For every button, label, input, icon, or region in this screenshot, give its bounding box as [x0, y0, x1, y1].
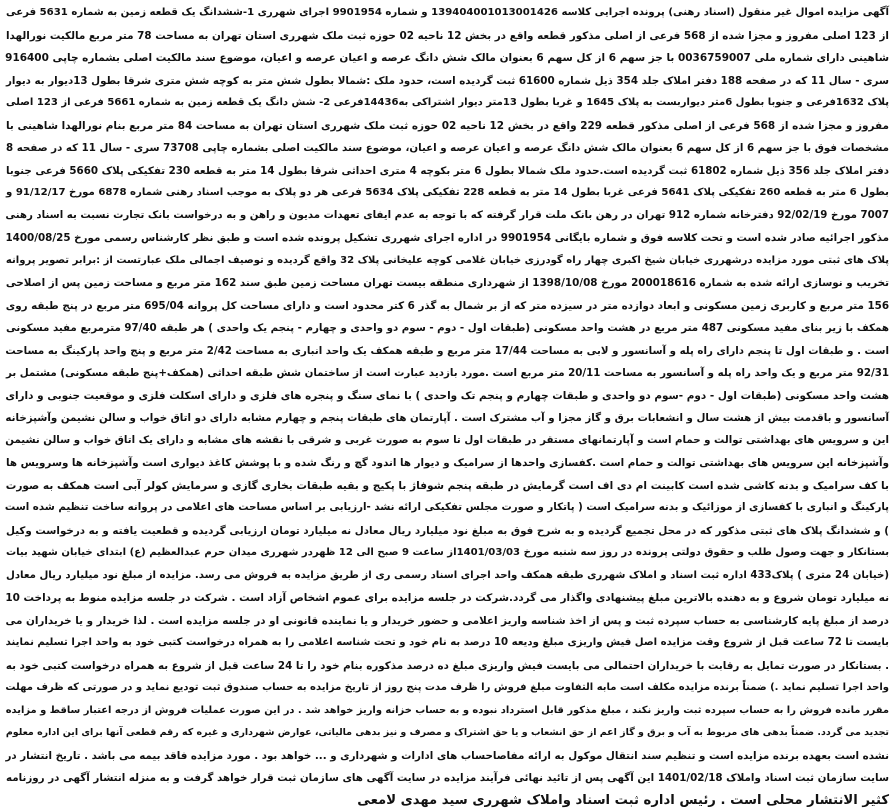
notice-line: پلاک 1632فرعی و جنوبا بطول 6متر دیواربست به پلاک 1645 و غربا بطول 13متر دیوار اشتراکی به14436فرعی 2- شش دانگ یک قطعه زمین به شماره 5661 فرعی از 123 اصلی [6, 92, 889, 115]
notice-line: مفروز و مجزا شده از 568 فرعی از اصلی مذکور قطعه 229 واقع در بخش 12 ناحیه 02 حوزه ثبت ملک شهرری استان تهران به مساحت 84 متر مربع بنام نورالهدا شاهینی با [6, 115, 889, 138]
notice-line: سایت سازمان ثبت اسناد واملاک 1401/02/18 این آگهی پس از تائید نهائی فرآیند مزایده در سایت آگهی های سازمان ثبت قرار خواهد گرفت و به منزله انتشار آگهی در روزنامه [6, 767, 889, 790]
notice-line: مذکور اجرائیه صادر شده است و تحت کلاسه فوق و شماره بایگانی 9901954 در اداره اجرای شهرری تشکیل پرونده شده است و طبق نظر کارشناس رسمی مورخ 1400/08/25 [6, 227, 889, 250]
notice-line: 7007 مورخ 92/02/19 دفترخانه شماره 912 تهران در رهن بانک ملت قرار گرفته که با توجه به عدم ایفای تعهدات مدیون و راهن و به درخواست بانک تجارت نسبت به اسناد رهنی [6, 205, 889, 228]
notice-line: پلاک های ثبتی مورد مزایده درشهرری خیابان شیخ اکبری چهار راه گودرزی خیابان غلامی کوچه علیخانی پلاک 32 واقع گردیده و توصیف اجمالی ملک عبارتست از :برابر تصویر پروانه [6, 250, 889, 273]
notice-line: نشده است بعهده برنده مزایده است و تنظیم سند انتقال موکول به ارائه مفاصاحساب های ادارات و شهرداری و ... خواهد بود . مورد مزایده فاقد بیمه می باشد . تاریخ انتشار در [6, 745, 889, 768]
notice-line: بطول 6 متر به قطعه 260 تفکیکی پلاک 5641 فرعی غربا بطول 14 متر به قطعه 228 تفکیکی پلاک 5634 فرعی هر دو پلاک به موجب اسناد رهنی شماره 6878 مورخ 91/12/17 و [6, 182, 889, 205]
notice-line: نه میلیارد تومان شروع و به دهنده بالاترین مبلغ پیشنهادی واگذار می گردد.شرکت در جلسه مزایده برای عموم اشخاص آزاد است . شرکت در جلسه مزایده منوط به پرداخت 10 [6, 587, 889, 610]
notice-line: تجدید می گردد. ضمناً بدهی های مربوط به آب و برق و گاز اعم از حق انشعاب و یا حق اشتراک و مصرف و نیز بدهی مالیاتی، عوارض شهرداری و غیره که رقم قطعی آنها برای این اداره معلوم [6, 722, 889, 745]
notice-line: کثیر الانتشار محلی است . رئیس اداره ثبت اسناد واملاک شهرری سید مهدی لامعی [6, 790, 889, 812]
notice-line: تخریب و نوسازی ارائه شده به شماره 200018616 مورخ 1398/10/08 از شهرداری منطقه بیست تهران مساحت زمین طبق سند 162 متر مربع و مساحت زمین پس از اصلاحی [6, 272, 889, 295]
notice-line: شاهینی دارای شماره ملی 0036759007 با جز سهم 6 از کل سهم 6 بعنوان مالک شش دانگ عرصه و اعیان عرصه و اعیان، موضوع سند مالکیت اصلی بشماره چاپی 916400 [6, 47, 889, 70]
notice-line: ) و ششدانگ پلاک های ثبتی مذکور که در محل تجمیع گردیده و به شرح فوق به مبلغ نود میلیارد ریال معادل نه میلیارد تومان ارزیابی گردیده و قطعیت یافته و به درخواست وکیل [6, 520, 889, 543]
notice-line: سری - سال 11 که در صفحه 188 دفتر املاک جلد 354 ذیل شماره 61600 ثبت گردیده است، حدود ملک :شمالا بطول شش متر به کوچه شش متری شرقا بطول 13دیوار به دیوار [6, 70, 889, 93]
notice-line: درصد از مبلغ پایه کارشناسی به حساب سپرده ثبت و پس از اخذ شناسه واریز اعلامی و حضور خریدار و یا نماینده قانونی او در جلسه مزایده است . لذا خریدار و یا خریداران می [6, 610, 889, 633]
notice-line: است . و طبقات اول تا پنجم دارای راه پله و آسانسور و لابی به مساحت 17/44 متر مربع و طبقه همکف یک واحد انباری به مساحت 2/42 متر مربع و پنج واحد پارکینگ به مساحت [6, 340, 889, 363]
notice-line: بستانکار و جهت وصول طلب و حقوق دولتی پرونده در روز سه شنبه مورخ 1401/03/03از ساعت 9 صبح الی 12 ظهردر شهرری میدان حرم عبدالعظیم (ع) ابتدای خیابان شهید بیات [6, 542, 889, 565]
notice-line: وآشپزخانه این سرویس های بهداشتی توالت و حمام است .کفسازی واحدها از سرامیک و دیوار ها اندود گچ و رنگ شده و با پوشش کاغذ دیواری است وآشپزخانه ها وسرویس ها [6, 452, 889, 475]
notice-line: . بستانکار در صورت تمایل به رقابت با خریداران احتمالی می بایست فیش واریزی مبلغ ده درصد مذکوره بنام خود را تا 24 ساعت قبل از شروع به همراه درخواست کتبی خود به [6, 655, 889, 678]
notice-line: (خیابان 24 متری ) پلاک433 اداره ثبت اسناد و املاک شهرری طبقه همکف واحد اجرای اسناد رسمی ری از طریق مزایده به فروش می رسد. مزایده از مبلغ نود میلیارد ریال معادل [6, 565, 889, 588]
notice-line: این و سرویس های بهداشتی توالت و حمام است و آپارتمانهای مستقر در طبقات اول تا سوم به صورت غربی و شرقی با نقشه های مشابه و دارای یک اتاق خواب و سالن نشیمن [6, 430, 889, 453]
notice-line: آسانسور و باقدمت بیش از هشت سال و انشعابات برق و گاز مجزا و آب مشترک است . آپارتمان های طبقات پنجم و چهارم مشابه دارای دو اتاق خواب و سالن نشیمن وآشپزخانه [6, 407, 889, 430]
notice-line: دفتر املاک جلد 356 ذیل شماره 61802 ثبت گردیده است.حدود ملک شمالا بطول 6 متر بکوچه 4 متری احداثی شرقا بطول 14 متر به قطعه 230 تفکیکی پلاک 5660 فرعی جنوبا [6, 160, 889, 183]
notice-line: آگهی مزایده اموال غیر منقول (اسناد رهنی) پرونده اجرایی کلاسه 139404001013001426 و شماره 9901954 اجرای شهرری 1-ششدانگ یک قطعه زمین به شماره 5631 فرعی [6, 2, 889, 25]
notice-line: هشت واحد مسکونی (طبقات اول - دوم -سوم دو واحدی و طبقات چهارم و پنجم تک واحدی ) با نمای سنگ و پنجره های فلزی و دارای اسکلت فلزی و موقعیت جنوبی و دارای [6, 385, 889, 408]
notice-line: واحد اجرا تسلیم نماید .) ضمناً برنده مزایده مکلف است مابه التفاوت مبلغ فروش را ظرف مدت پنج روز از تاریخ مزایده به حساب صندوق ثبت تودیع نماید و در صورتی که ظرف مهلت [6, 677, 889, 700]
notice-line: بایست تا 72 ساعت قبل از شروع وقت مزایده اصل فیش واریزی مبلغ ودیعه 10 درصد به نام خود و تحت شناسه اعلامی را به همراه درخواست کتبی خود به واحد اجرا تسلیم نمایند [6, 632, 889, 655]
notice-line: 156 متر مربع و کاربری زمین مسکونی و ابعاد دوازده متر در سیزده متر که از بر شمال به گذر 6 کتر محدود است و دارای مساحت کل پروانه 695/04 متر مربع در پنج طبقه روی [6, 295, 889, 318]
notice-line: از 123 اصلی مفروز و مجزا شده از 568 فرعی از اصلی مذکور قطعه واقع در بخش 12 ناحیه 02 حوزه ثبت ملک شهرری استان تهران به مساحت 78 متر مربع مالکیت نورالهدا [6, 25, 889, 48]
notice-line: مشخصات فوق با جز سهم 6 از کل سهم 6 بعنوان مالک شش دانگ عرصه و اعیان عرصه و اعیان، موضوع سند مالکیت اصلی بشماره چاپی 73708 سری - سال 11 که در صفحه 8 [6, 137, 889, 160]
notice-line: 92/31 متر مربع و یک واحد راه پله و آسانسور به مساحت 20/11 متر مربع است .مورد بازدید عبارت است از ساختمان شش طبقه احداثی (همکف+پنج طبقه مسکونی) مشتمل بر [6, 362, 889, 385]
notice-line: با کف سرامیک و بدنه کاشی شده است کابینت ام دی اف است گرمایش در طبقه پنجم شوفاژ با پکیج و بقیه طبقات بخاری گازی و سرمایش کولر آبی است همکف به صورت [6, 475, 889, 498]
notice-line: مقرر مانده فروش را به حساب سپرده ثبت واریز نکند ، مبلغ مذکور قابل استرداد نبوده و به حساب خزانه واریز خواهد شد . در این صورت عملیات فروش از درجه اعتبار ساقط و مزایده [6, 700, 889, 723]
notice-line: پارکینگ و انباری با کفسازی از موزائیک و بدنه سرامیک است ( پاتکار و صورت مجلس تفکیکی ارائه نشد -ارزیابی بر اساس مساحت های اعلامی در پروانه ساخت تنظیم شده است [6, 497, 889, 520]
notice-line: همکف با زیر بنای مفید مسکونی 487 متر مربع در هشت واحد مسکونی (طبقات اول - دوم - سوم دو واحدی و چهارم - پنجم یک واحدی ) هر طبقه 97/40 مترمربع مفید مسکونی [6, 317, 889, 340]
